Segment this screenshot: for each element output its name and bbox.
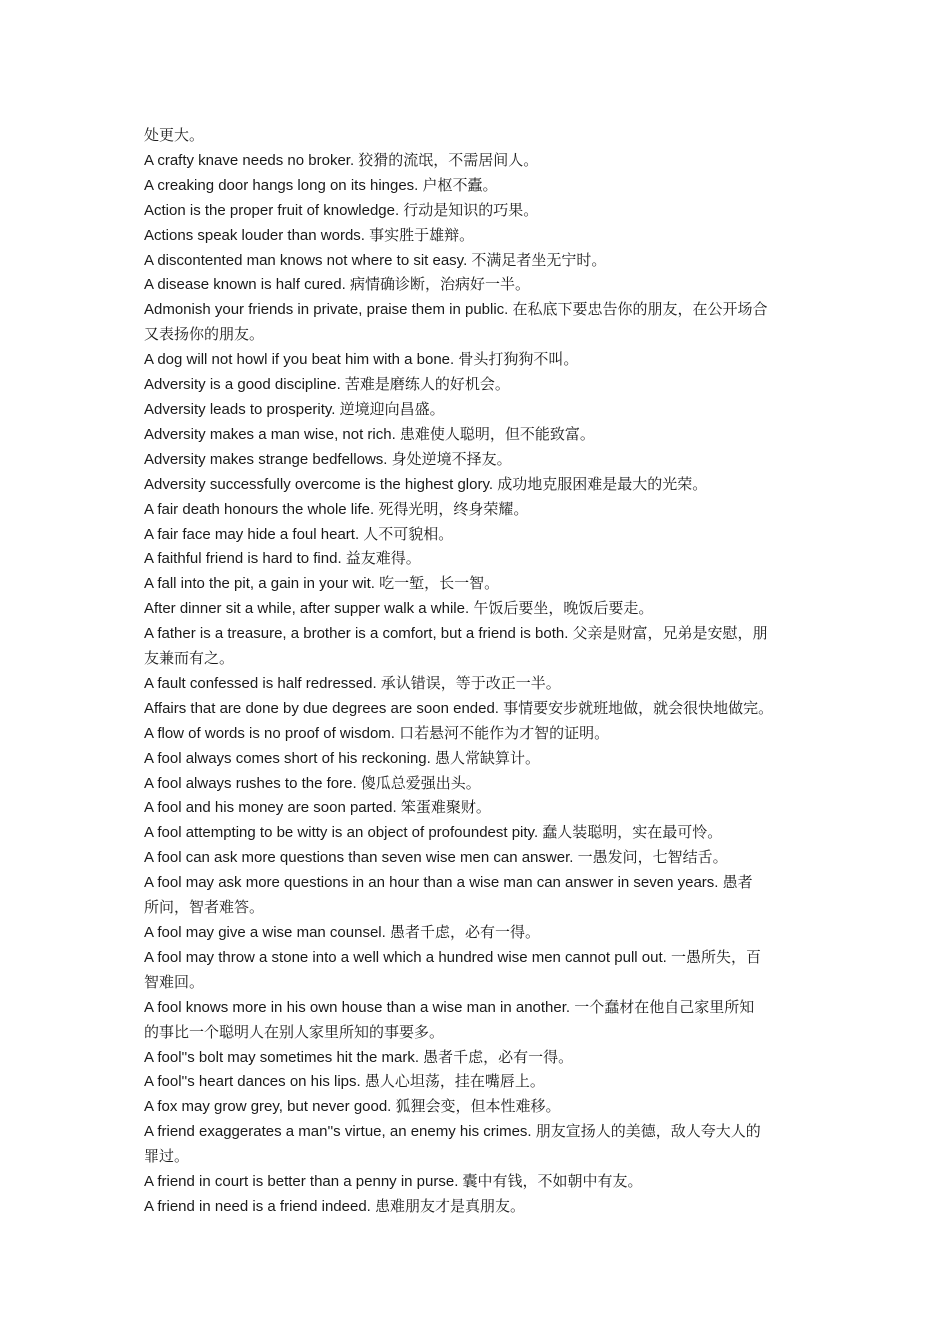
text-line: A fool''s bolt may sometimes hit the mark. 愚者千虑，必有一得。: [144, 1048, 574, 1066]
text-line: A faithful friend is hard to find. 益友难得。: [144, 550, 421, 568]
text-line: Adversity makes a man wise, not rich. 患难使人聪明，但不能致富。: [144, 425, 595, 443]
text-line: A fool may give a wise man counsel. 愚者千虑，必有一得。: [144, 924, 540, 941]
text-line: A fool always rushes to the fore. 傻瓜总爱强出头。: [144, 774, 481, 792]
text-line: Adversity successfully overcome is the highest glory. 成功地克服困难是最大的光荣。: [144, 475, 708, 493]
text-line: A friend in need is a friend indeed. 患难朋友才是真朋友。: [144, 1197, 525, 1215]
text-line: A fool always comes short of his reckoning. 愚人常缺算计。: [144, 749, 540, 767]
text-line: A fool''s heart dances on his lips. 愚人心坦荡，挂在嘴唇上。: [144, 1073, 545, 1091]
text-line: A fool may throw a stone into a well which a hundred wise men cannot pull out. 一愚所失，百: [144, 948, 761, 966]
text-line: A friend in court is better than a penny in purse. 囊中有钱，不如朝中有友。: [144, 1173, 643, 1191]
text-line: A fool knows more in his own house than a wise man in another. 一个蠢材在他自己家里所知: [144, 998, 755, 1016]
text-line: 又表扬你的朋友。: [144, 326, 265, 344]
text-line: A fair death honours the whole life. 死得光明，终身荣耀。: [144, 500, 529, 518]
text-line: Adversity is a good discipline. 苦难是磨练人的好机会。: [144, 376, 510, 394]
text-line: A fault confessed is half redressed. 承认错误，等于改正一半。: [144, 674, 561, 692]
text-line: A flow of words is no proof of wisdom. 口若悬河不能作为才智的证明。: [144, 724, 610, 742]
text-line: A fox may grow grey, but never good. 狐狸会变，但本性难移。: [144, 1098, 561, 1116]
text-line: Actions speak louder than words. 事实胜于雄辩。: [144, 226, 475, 244]
text-line: 智难回。: [144, 973, 205, 991]
text-line: Adversity makes strange bedfellows. 身处逆境不择友。: [144, 450, 512, 468]
text-line: A father is a treasure, a brother is a comfort, but a friend is both. 父亲是财富，兄弟是安慰，朋: [144, 625, 768, 643]
text-line: A creaking door hangs long on its hinges. 户枢不蠹。: [144, 176, 498, 194]
text-line: 所问，智者难答。: [144, 899, 265, 917]
text-line: A fool attempting to be witty is an object of profoundest pity. 蠢人装聪明，实在最可怜。: [144, 824, 723, 842]
text-line: Admonish your friends in private, praise them in public. 在私底下要忠告你的朋友，在公开场合: [144, 301, 768, 319]
text-line: Affairs that are done by due degrees are soon ended. 事情要安步就班地做，就会很快地做完。: [144, 699, 774, 717]
text-line: A fool can ask more questions than seven wise men can answer. 一愚发问，七智结舌。: [144, 849, 728, 867]
text-line: Action is the proper fruit of knowledge. 行动是知识的巧果。: [144, 201, 539, 219]
text-line: A fool and his money are soon parted. 笨蛋难聚财。: [144, 799, 491, 817]
text-line: A crafty knave needs no broker. 狡猾的流氓，不需居间人。: [144, 151, 539, 169]
text-line: 罪过。: [144, 1148, 190, 1166]
text-line: A friend exaggerates a man''s virtue, an enemy his crimes. 朋友宣扬人的美德，敌人夸大人的: [144, 1123, 761, 1141]
text-line: A fool may ask more questions in an hour than a wise man can answer in seven years. 愚者: [144, 874, 753, 892]
text-line: A discontented man knows not where to sit easy. 不满足者坐无宁时。: [144, 251, 607, 269]
text-line: 的事比一个聪明人在别人家里所知的事要多。: [144, 1023, 445, 1041]
text-line: 友兼而有之。: [144, 650, 235, 668]
text-line: A fall into the pit, a gain in your wit. 吃一堑，长一智。: [144, 575, 500, 593]
text-line: A fair face may hide a foul heart. 人不可貌相。: [144, 525, 454, 543]
document-body: [144, 124, 810, 1220]
text-line: Adversity leads to prosperity. 逆境迎向昌盛。: [144, 400, 445, 418]
text-line: A disease known is half cured. 病情确诊断，治病好一半。: [144, 276, 530, 294]
text-line: After dinner sit a while, after supper walk a while. 午饭后要坐，晚饭后要走。: [144, 600, 654, 618]
text-line: A dog will not howl if you beat him with a bone. 骨头打狗狗不叫。: [144, 351, 579, 369]
text-line: 处更大。: [144, 127, 205, 144]
